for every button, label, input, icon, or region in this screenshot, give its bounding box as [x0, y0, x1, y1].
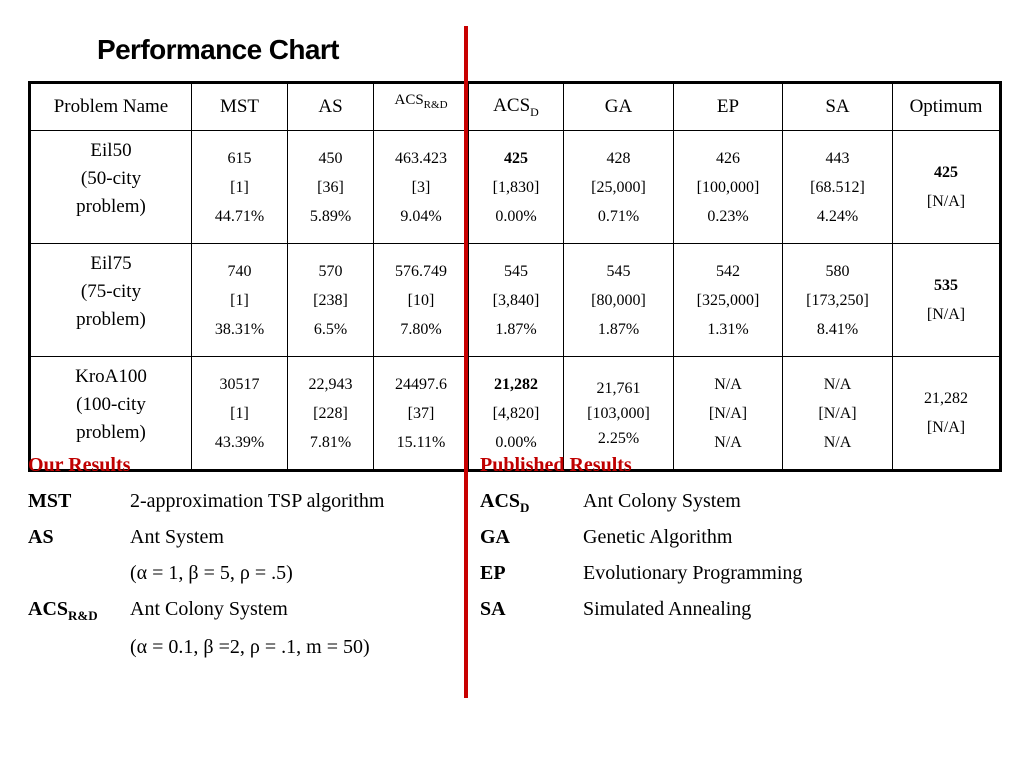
- published-results-legend: [480, 454, 900, 634]
- legend-key-sa: SA: [480, 598, 506, 620]
- acs-d-cell: 425 [1,830] 0.00%: [469, 131, 564, 244]
- as-cell: 450 [36] 5.89%: [288, 131, 374, 244]
- header-ep: EP: [674, 83, 783, 131]
- optimum-cell: 535 [N/A]: [893, 244, 1001, 357]
- our-results-legend: [28, 454, 448, 684]
- legend-desc-ep: Evolutionary Programming: [583, 562, 803, 584]
- header-as: AS: [288, 83, 374, 131]
- header-acs-d: $ACS_D$: [469, 83, 564, 131]
- vertical-divider: [464, 26, 468, 698]
- problem-name-cell: Eil50 (50-city problem): [30, 131, 192, 244]
- ga-cell: 428 [25,000] 0.71%: [564, 131, 674, 244]
- legend-key-ep: EP: [480, 562, 506, 584]
- header-mst: MST: [192, 83, 288, 131]
- header-sa: SA: [783, 83, 893, 131]
- as-cell: 570 [238] 6.5%: [288, 244, 374, 357]
- page-title: Performance Chart: [97, 34, 339, 65]
- acs-d-cell: 21,282 [4,820] 0.00%: [469, 357, 564, 471]
- optimum-cell: 21,282 [N/A]: [893, 357, 1001, 471]
- legend-params-as: (α = 1, β = 5, ρ = .5): [130, 562, 293, 584]
- published-results-heading: Published Results: [480, 454, 632, 476]
- sa-cell: N/A [N/A] N/A: [783, 357, 893, 471]
- sa-cell: 443 [68.512] 4.24%: [783, 131, 893, 244]
- ep-cell: N/A [N/A] N/A: [674, 357, 783, 471]
- performance-table: [28, 81, 1002, 472]
- as-cell: 22,943 [228] 7.81%: [288, 357, 374, 471]
- legend-key-acs-rd: $ACS_{R\&D}$: [28, 598, 98, 623]
- our-results-heading: Our Results: [28, 454, 131, 476]
- legend-params-acs-rd: (α = 0.1, β =2, ρ = .1, m = 50): [130, 636, 370, 658]
- sa-cell: 580 [173,250] 8.41%: [783, 244, 893, 357]
- acs-rd-cell: 24497.6 [37] 15.11%: [374, 357, 469, 471]
- mst-cell: 740 [1] 38.31%: [192, 244, 288, 357]
- problem-name-cell: KroA100 (100-city problem): [30, 357, 192, 471]
- legend-desc-as: Ant System: [130, 526, 224, 548]
- table-row: [30, 131, 1001, 244]
- legend-key-mst: MST: [28, 490, 72, 512]
- acs-rd-cell: 463.423 [3] 9.04%: [374, 131, 469, 244]
- acs-rd-cell: 576.749 [10] 7.80%: [374, 244, 469, 357]
- legend-key-acs-d: $ACS_D$: [480, 490, 530, 515]
- mst-cell: 30517 [1] 43.39%: [192, 357, 288, 471]
- optimum-cell: 425 [N/A]: [893, 131, 1001, 244]
- ep-cell: 542 [325,000] 1.31%: [674, 244, 783, 357]
- table-row: [30, 244, 1001, 357]
- header-problem-name: Problem Name: [30, 83, 192, 131]
- acs-d-cell: 545 [3,840] 1.87%: [469, 244, 564, 357]
- header-optimum: Optimum: [893, 83, 1001, 131]
- header-acs-rd: $ACS_{R\&D}$: [374, 83, 469, 131]
- legend-key-as: AS: [28, 526, 54, 548]
- header-row: [30, 83, 1001, 131]
- legend-desc-ga: Genetic Algorithm: [583, 526, 733, 548]
- legend-desc-acs-d: Ant Colony System: [583, 490, 741, 512]
- header-ga: GA: [564, 83, 674, 131]
- legend-desc-acs-rd: Ant Colony System: [130, 598, 288, 620]
- legend-key-ga: GA: [480, 526, 510, 548]
- mst-cell: 615 [1] 44.71%: [192, 131, 288, 244]
- legend-desc-sa: Simulated Annealing: [583, 598, 752, 620]
- ga-cell: 21,761 [103,000] 2.25%: [564, 357, 674, 471]
- ep-cell: 426 [100,000] 0.23%: [674, 131, 783, 244]
- legend-desc-mst: 2-approximation TSP algorithm: [130, 490, 385, 512]
- problem-name-cell: Eil75 (75-city problem): [30, 244, 192, 357]
- ga-cell: 545 [80,000] 1.87%: [564, 244, 674, 357]
